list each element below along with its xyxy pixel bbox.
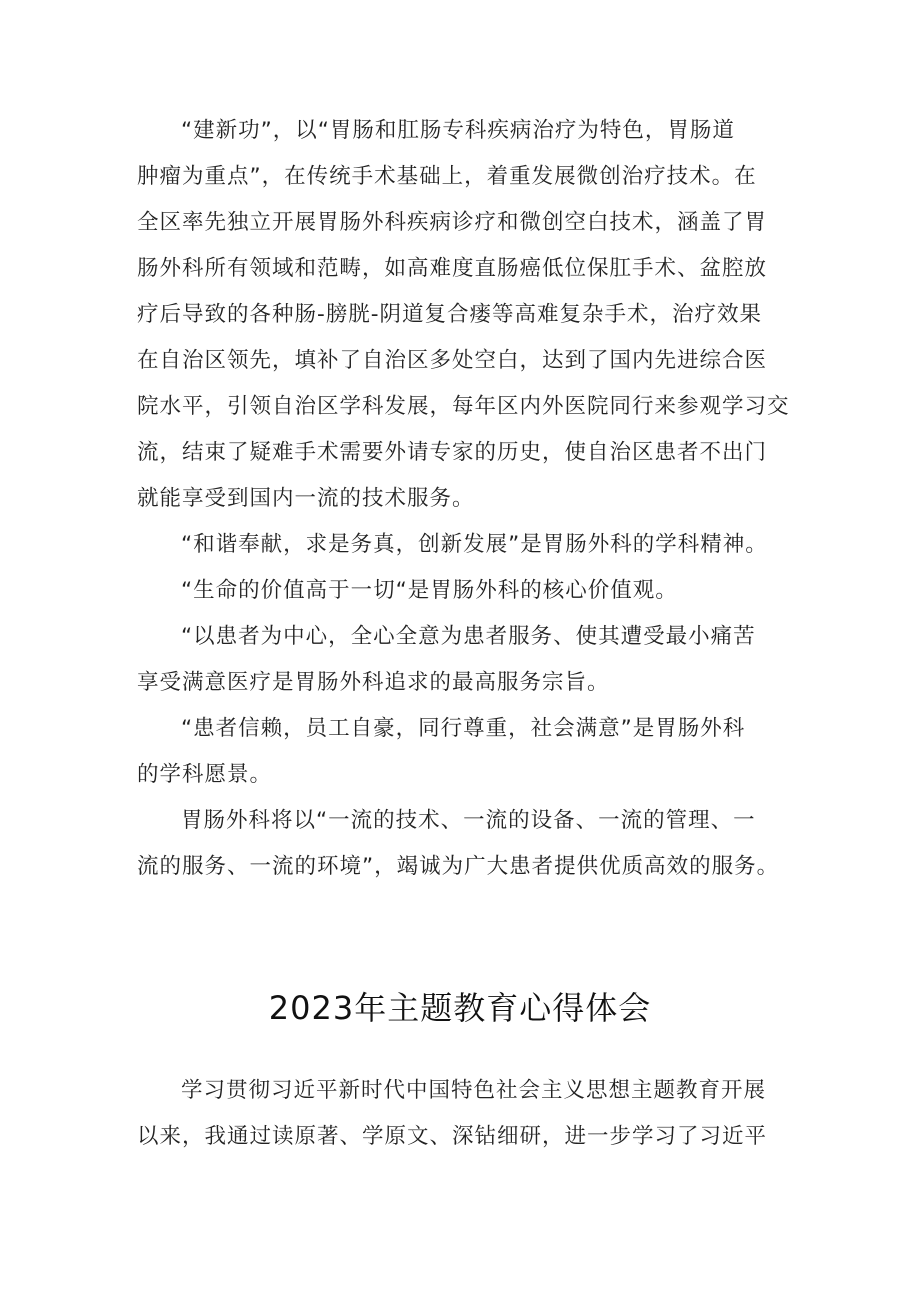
text-line: 肠外科所有领域和范畴，如高难度直肠癌低位保肛手术、盆腔放 bbox=[137, 256, 768, 281]
text-line: “和谐奉献，求是务真，创新发展”是胃肠外科的学科精神。 bbox=[181, 532, 768, 557]
text-line: “建新功”，以“胃肠和肛肠专科疾病治疗为特色，胃肠道 bbox=[181, 118, 735, 143]
text-line: “生命的价值高于一切“是胃肠外科的核心价值观。 bbox=[181, 578, 678, 603]
text-line: 就能享受到国内一流的技术服务。 bbox=[137, 486, 475, 511]
text-line: 全区率先独立开展胃肠外科疾病诊疗和微创空白技术，涵盖了胃 bbox=[137, 210, 768, 235]
text-line: 在自治区领先，填补了自治区多处空白，达到了国内先进综合医 bbox=[137, 348, 768, 373]
text-line: 的学科愿景。 bbox=[137, 762, 273, 787]
text-line: 流的服务、一流的环境”，竭诚为广大患者提供优质高效的服务。 bbox=[137, 854, 780, 879]
text-line: 流，结束了疑难手术需要外请专家的历史，使自治区患者不出门 bbox=[137, 440, 768, 465]
text-line: 学习贯彻习近平新时代中国特色社会主义思想主题教育开展 bbox=[181, 1078, 767, 1103]
text-line: 院水平，引领自治区学科发展，每年区内外医院同行来参观学习交 bbox=[137, 394, 790, 419]
body-text-section-2 bbox=[137, 1068, 787, 1160]
text-line: 以来，我通过读原著、学原文、深钻细研，进一步学习了习近平 bbox=[137, 1124, 768, 1149]
text-line: “患者信赖，员工自豪，同行尊重，社会满意”是胃肠外科 bbox=[181, 716, 746, 741]
text-line: 享受满意医疗是胃肠外科追求的最高服务宗旨。 bbox=[137, 670, 610, 695]
text-line: 肿瘤为重点”，在传统手术基础上，着重发展微创治疗技术。在 bbox=[137, 164, 757, 189]
text-line: 疗后导致的各种肠-膀胱-阴道复合瘘等高难复杂手术，治疗效果 bbox=[137, 302, 763, 327]
body-text-section bbox=[137, 108, 790, 890]
section-heading: 2023年主题教育心得体会 bbox=[268, 989, 652, 1027]
text-line: “以患者为中心，全心全意为患者服务、使其遭受最小痛苦 bbox=[181, 624, 756, 649]
text-line: 胃肠外科将以“一流的技术、一流的设备、一流的管理、一 bbox=[181, 808, 756, 833]
